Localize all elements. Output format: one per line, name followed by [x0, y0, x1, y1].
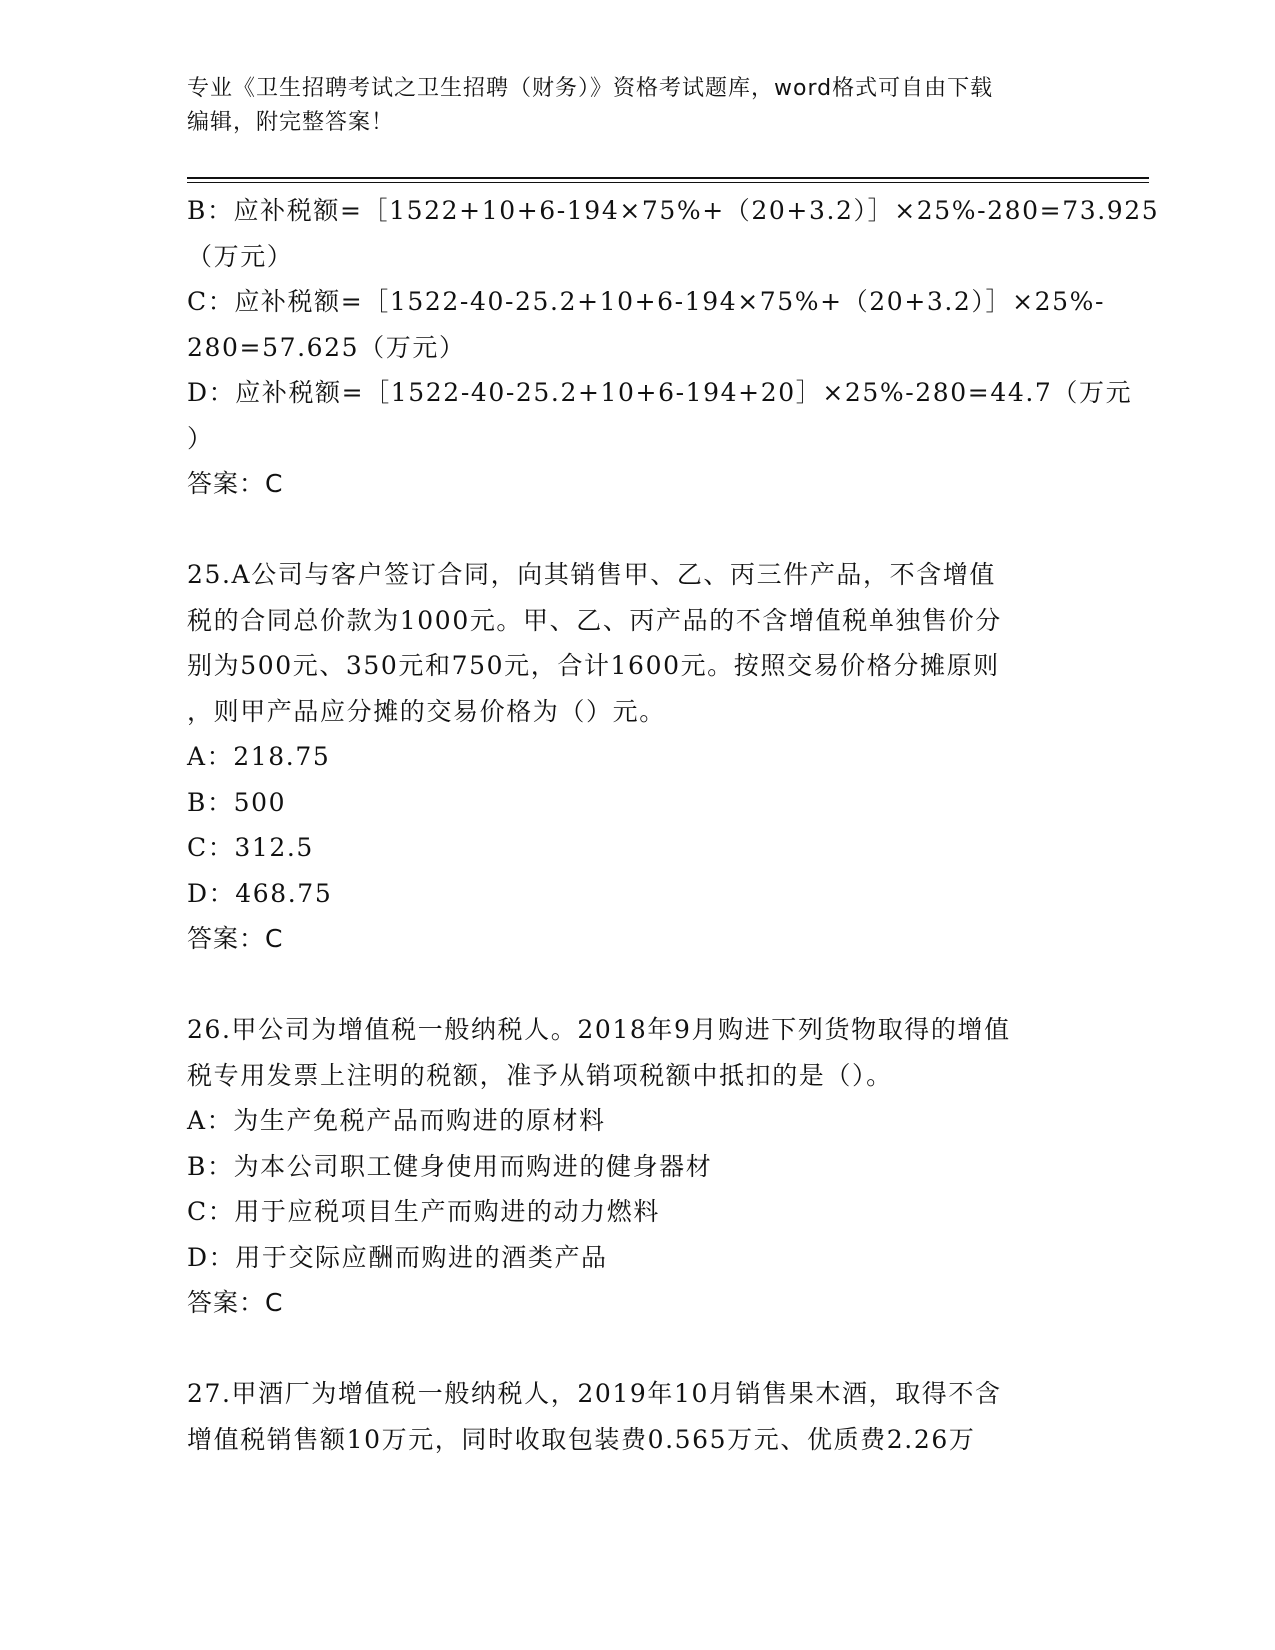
- question-stem-continued: 税的合同总价款为1000元。甲、乙、丙产品的不含增值税单独售价分: [187, 605, 1002, 635]
- option-a: A：为生产免税产品而购进的原材料: [187, 1106, 606, 1135]
- option-d-continued: ）: [187, 423, 214, 453]
- option-b: B：为本公司职工健身使用而购进的健身器材: [187, 1151, 713, 1181]
- option-c-continued: 280=57.625（万元）: [187, 332, 466, 362]
- question-25: [187, 552, 1087, 962]
- option-d: D：468.75: [187, 878, 333, 908]
- question-content: [187, 188, 1160, 1462]
- question-24-tail: [187, 188, 1160, 507]
- answer: 答案：C: [187, 924, 284, 953]
- header-divider-thick: [187, 177, 1149, 179]
- option-c: C：312.5: [187, 833, 314, 862]
- option-b: B：应补税额=［1522+10+6-194×75%+（20+3.2）］×25%-280=73.925: [187, 196, 1160, 225]
- question-26: [187, 1007, 1087, 1326]
- option-b: B：500: [187, 787, 287, 817]
- question-stem-continued: 增值税销售额10万元，同时收取包装费0.565万元、优质费2.26万: [187, 1424, 976, 1454]
- question-27: [187, 1371, 1087, 1462]
- question-stem-continued: 税专用发票上注明的税额，准予从销项税额中抵扣的是（）。: [187, 1060, 893, 1090]
- document-header: [187, 72, 1067, 140]
- option-a: A：218.75: [187, 742, 331, 771]
- option-c: C：应补税额=［1522-40-25.2+10+6-194×75%+（20+3.2）］×25%-: [187, 287, 1106, 316]
- option-d: D：应补税额=［1522-40-25.2+10+6-194+20］×25%-280=44.7（万元: [187, 378, 1133, 407]
- option-c: C：用于应税项目生产而购进的动力燃料: [187, 1197, 660, 1226]
- header-line-1: 专业《卫生招聘考试之卫生招聘（财务）》资格考试题库，word格式可自由下载: [187, 76, 994, 101]
- option-d: D：用于交际应酬而购进的酒类产品: [187, 1242, 608, 1272]
- question-stem-continued: 别为500元、350元和750元，合计1600元。按照交易价格分摊原则: [187, 651, 1000, 680]
- question-stem: 26.甲公司为增值税一般纳税人。2018年9月购进下列货物取得的增值: [187, 1015, 1011, 1044]
- question-stem: 27.甲酒厂为增值税一般纳税人，2019年10月销售果木酒，取得不含: [187, 1379, 1002, 1408]
- question-stem-continued: ，则甲产品应分摊的交易价格为（）元。: [187, 696, 666, 726]
- answer: 答案：C: [187, 469, 284, 498]
- answer: 答案：C: [187, 1288, 284, 1317]
- question-stem: 25.A公司与客户签订合同，向其销售甲、乙、丙三件产品，不含增值: [187, 560, 997, 589]
- header-line-2: 编辑，附完整答案！: [187, 110, 395, 135]
- header-divider-thin: [187, 182, 1149, 183]
- option-b-continued: （万元）: [187, 241, 294, 271]
